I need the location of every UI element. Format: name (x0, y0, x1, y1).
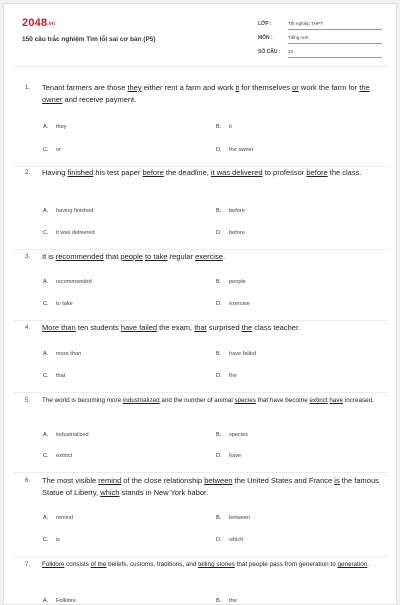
text-segment: and the number of animal (159, 397, 235, 404)
answer-option[interactable] (43, 208, 93, 214)
option-text: having finished (56, 208, 94, 214)
question-number: 7. (25, 562, 31, 568)
underlined-segment: before (306, 168, 328, 177)
underlined-segment: telling stories (198, 561, 235, 568)
option-text: they (56, 124, 67, 130)
subject-label: MÔN : (258, 35, 273, 41)
underlined-segment: to take (145, 252, 168, 261)
option-text: recommended (56, 279, 92, 285)
underlined-segment: it was delivered (210, 168, 263, 177)
underlined-segment: More than (42, 323, 76, 332)
option-letter: D. (216, 230, 222, 236)
logo-suffix: .vn (47, 21, 56, 27)
question-text (42, 322, 384, 334)
option-letter: D. (216, 537, 222, 543)
option-text: or (56, 147, 61, 153)
option-text: remind (56, 515, 74, 521)
option-text: the owner (229, 147, 254, 153)
option-text: more than (56, 351, 82, 357)
text-segment: regular (167, 252, 196, 261)
text-segment: the exam, (157, 323, 195, 332)
option-text: the (229, 598, 237, 604)
question-number: 1. (25, 85, 31, 91)
document-title: 150 câu trắc nghiệm Tìm lỗi sai cơ bản (P5) (22, 36, 156, 43)
option-letter: D. (216, 301, 222, 307)
underlined-segment: is (334, 476, 340, 485)
option-letter: A. (43, 351, 49, 357)
text-segment: It is (42, 252, 56, 261)
option-text: Folklore (56, 598, 76, 604)
text-segment: beliefs, customs, traditions, and (106, 561, 199, 568)
option-text: before (229, 208, 245, 214)
option-letter: C. (43, 537, 49, 543)
question-number: 6. (25, 478, 31, 484)
text-segment: consists (64, 561, 91, 568)
option-text: before (229, 230, 245, 236)
question-number: 2. (25, 170, 31, 176)
text-segment: The most visible (42, 476, 99, 485)
option-letter: B. (216, 208, 222, 214)
text-segment: his test paper (93, 168, 143, 177)
question-text (42, 395, 384, 407)
answer-option[interactable] (43, 432, 89, 438)
text-segment: and receive payment. (62, 95, 137, 105)
answer-option[interactable] (216, 147, 254, 153)
answer-option[interactable] (216, 279, 246, 285)
text-segment: The world is becoming more (42, 397, 123, 404)
answer-option[interactable] (43, 598, 76, 604)
count-value: 20 (288, 49, 294, 54)
option-text: which (229, 537, 244, 543)
text-segment: . (367, 561, 369, 568)
underlined-segment: or (292, 83, 299, 92)
option-letter: C. (43, 230, 49, 236)
question-number: 4. (25, 325, 31, 331)
answer-option[interactable] (43, 373, 65, 379)
answer-option[interactable] (216, 373, 237, 379)
subject-value: Tiếng Anh (288, 35, 309, 40)
question-text (42, 475, 384, 500)
text-segment: increased. (343, 397, 374, 404)
option-letter: A. (43, 432, 49, 438)
question-text (42, 82, 384, 107)
question-divider (14, 472, 388, 473)
option-letter: A. (43, 598, 49, 604)
class-label: LỚP : (258, 21, 272, 27)
text-segment: the class. (327, 168, 362, 177)
logo-text: 2048 (22, 17, 48, 29)
option-letter: B. (216, 432, 222, 438)
question-text (42, 251, 384, 263)
question-divider (14, 249, 388, 250)
option-text: have (229, 453, 242, 459)
text-segment: either rent a farm and work (141, 83, 236, 92)
text-segment: the deadline, (163, 168, 211, 177)
option-letter: C. (43, 147, 49, 153)
option-text: people (229, 279, 246, 285)
option-text: is (56, 537, 61, 543)
subject-underline (288, 43, 382, 44)
answer-option[interactable] (43, 230, 95, 236)
answer-option[interactable] (216, 208, 245, 214)
underlined-segment: the owner (42, 83, 370, 105)
underlined-segment: the (241, 323, 253, 332)
answer-option[interactable] (43, 515, 73, 521)
underlined-segment: which (100, 488, 120, 498)
count-underline (288, 57, 382, 58)
answer-option[interactable] (43, 147, 61, 153)
text-segment: Having (42, 168, 68, 177)
option-letter: A. (43, 124, 49, 130)
answer-option[interactable] (216, 453, 241, 459)
underlined-segment: it (235, 83, 240, 92)
answer-option[interactable] (43, 124, 67, 130)
text-segment: for themselves (239, 83, 293, 92)
option-letter: B. (216, 598, 222, 604)
option-text: species (229, 432, 248, 438)
question-divider (14, 556, 388, 557)
text-segment: of the close relationship (121, 476, 205, 485)
underlined-segment: that (194, 323, 207, 332)
text-segment: that (103, 252, 121, 261)
option-text: it (229, 124, 232, 130)
option-letter: D. (216, 453, 222, 459)
option-text: have failed (229, 351, 257, 357)
answer-option[interactable] (216, 301, 250, 307)
underlined-segment: exercise (195, 252, 223, 261)
class-value: Tốt nghiệp THPT (288, 21, 323, 26)
option-text: industrialized (56, 432, 89, 438)
answer-option[interactable] (216, 351, 256, 357)
question-number: 3. (25, 254, 31, 260)
option-text: that (56, 373, 66, 379)
text-segment: to professor (262, 168, 307, 177)
answer-option[interactable] (216, 515, 250, 521)
underlined-segment: between (204, 476, 233, 485)
option-letter: A. (43, 515, 49, 521)
answer-option[interactable] (43, 301, 73, 307)
text-segment: . (223, 252, 226, 261)
option-letter: C. (43, 453, 49, 459)
option-text: it was delivered (56, 230, 95, 236)
text-segment: ten students (75, 323, 121, 332)
underlined-segment: extinct (309, 397, 328, 404)
underlined-segment: recommended (55, 252, 104, 261)
option-letter: D. (216, 147, 222, 153)
underlined-segment: people (120, 252, 143, 261)
option-text: the (229, 373, 237, 379)
answer-option[interactable] (43, 537, 60, 543)
option-text: between (229, 515, 251, 521)
text-segment: stands in New York habor. (119, 488, 209, 498)
underlined-segment: Folklore (42, 561, 65, 568)
option-letter: B. (216, 515, 222, 521)
text-segment: the famous Statue of Liberty, (42, 476, 379, 498)
class-underline (288, 29, 382, 30)
answer-option[interactable] (43, 453, 72, 459)
underlined-segment: before (142, 168, 164, 177)
question-number: 5. (25, 398, 31, 404)
option-letter: A. (43, 279, 49, 285)
text-segment: Tenant farmers are those (42, 83, 128, 92)
answer-option[interactable] (216, 230, 245, 236)
header-divider (14, 66, 388, 67)
underlined-segment: remind (98, 476, 122, 485)
underlined-segment: of the (90, 561, 107, 568)
count-label: SỐ CÂU : (258, 49, 281, 55)
option-text: exercise (229, 301, 250, 307)
question-divider (14, 320, 388, 321)
text-segment: work the farm for (298, 83, 360, 92)
answer-option[interactable] (43, 351, 81, 357)
document-page (3, 3, 397, 605)
option-text: extinct (56, 453, 73, 459)
answer-option[interactable] (216, 537, 243, 543)
underlined-segment: industrialized (122, 397, 160, 404)
answer-option[interactable] (216, 432, 248, 438)
option-letter: D. (216, 373, 222, 379)
underlined-segment: have (329, 397, 344, 404)
option-letter: B. (216, 124, 222, 130)
text-segment: surprised (206, 323, 242, 332)
answer-option[interactable] (43, 279, 92, 285)
question-divider (14, 392, 388, 393)
underlined-segment: species (234, 397, 256, 404)
text-segment: that people pass from generation to (234, 561, 338, 568)
underlined-segment: they (127, 83, 142, 92)
document-header (4, 4, 396, 62)
underlined-segment: have failed (120, 323, 158, 332)
option-text: to take (56, 301, 73, 307)
underlined-segment: generation (337, 561, 368, 568)
underlined-segment: finished (67, 168, 94, 177)
option-letter: A. (43, 208, 49, 214)
question-text (42, 167, 384, 179)
answer-option[interactable] (216, 598, 237, 604)
question-text (42, 559, 384, 571)
site-logo[interactable] (22, 17, 55, 29)
answer-option[interactable] (216, 124, 232, 130)
option-letter: C. (43, 373, 49, 379)
text-segment: that have become (255, 397, 310, 404)
text-segment: class teacher. (252, 323, 301, 332)
option-letter: C. (43, 301, 49, 307)
option-letter: B. (216, 279, 222, 285)
option-letter: B. (216, 351, 222, 357)
text-segment: the United States and France (232, 476, 335, 485)
